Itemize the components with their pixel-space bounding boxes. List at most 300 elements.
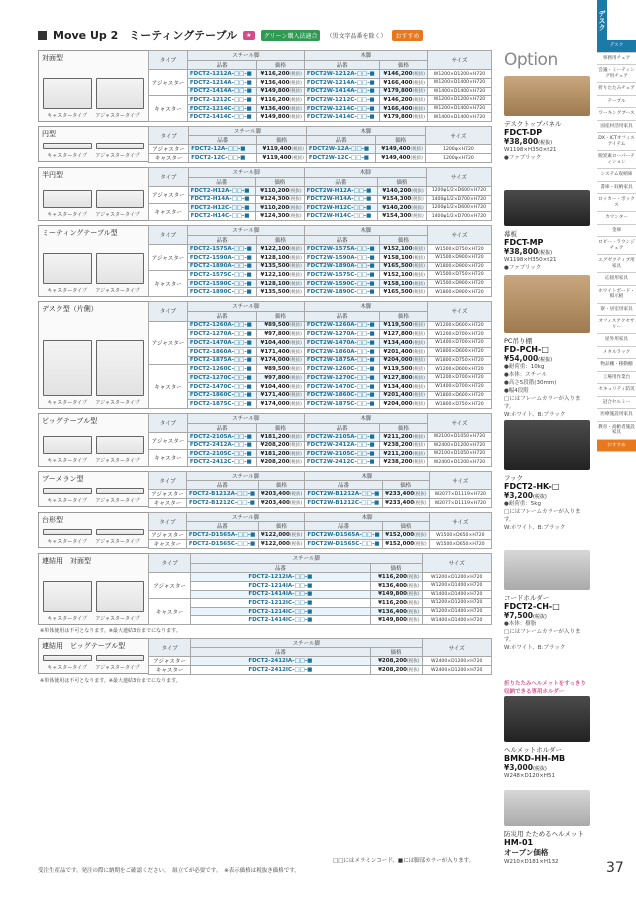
wood-code-cell: FDCT2W-2105C-□□-■: [304, 450, 379, 458]
page-title: Move Up 2 ミーティングテーブル: [53, 29, 238, 42]
tax-label: (税抜): [289, 492, 303, 497]
size-cell: W1800×D750×H720: [427, 356, 491, 365]
wood-code-cell: FDCT2W-2412A-□□-■: [304, 441, 379, 449]
side-category-tab[interactable]: 折りたたみチェア: [597, 83, 636, 96]
side-category-tab[interactable]: ワーキングブース: [597, 108, 636, 121]
page-number: 37: [606, 860, 624, 876]
wood-code-cell: FDCT2W-1270C-□□-■: [304, 374, 379, 383]
product-image-cell: [38, 167, 148, 221]
tax-label: (税抜): [412, 97, 425, 103]
tax-label: (税抜): [414, 533, 427, 538]
picture-caption: アジャスタータイプ: [95, 539, 140, 545]
side-category-tab[interactable]: 寮・居室用家具: [597, 304, 636, 317]
price-cell: ¥152,000(税抜): [383, 540, 430, 549]
link-footnote: ※単体使用は不可となります。※最大連結3台までになります。: [40, 678, 181, 684]
picture-captions: [43, 457, 144, 464]
size-cell: W1500×D750×H720: [427, 271, 491, 280]
size-header: サイズ: [427, 302, 491, 322]
side-category-tab[interactable]: 金庫: [597, 225, 636, 238]
caster-type-picture: [43, 655, 92, 661]
tax-label: (税抜): [289, 80, 302, 86]
tax-label: (税抜): [289, 290, 302, 296]
side-category-tab[interactable]: セキュリティ防災: [597, 384, 636, 397]
price-cell: ¥181,200(税抜): [257, 433, 305, 441]
price-cell: ¥204,000(税抜): [380, 356, 428, 365]
price-cell: ¥124,300(税抜): [255, 195, 304, 203]
code-header: 品番: [305, 522, 383, 531]
tax-label: (税抜): [289, 188, 302, 194]
side-category-tab[interactable]: 書庫・収納家具: [597, 182, 636, 195]
option-spec: W:ホワイト、B:ブラック: [504, 645, 566, 651]
wood-code-cell: FDCT2W-12A-□□-■: [306, 145, 375, 154]
option-name: コードホルダー: [504, 594, 550, 602]
steel-code-cell: FDCT2-1414C-□□-■: [187, 113, 256, 122]
size-cell: W1200×D1200×H720: [427, 96, 491, 105]
tax-label: (税抜): [291, 147, 304, 152]
table-row: [149, 531, 492, 540]
code-header: 品番: [187, 60, 256, 70]
tax-label: (税抜): [538, 250, 553, 256]
wood-header: 木脚: [305, 472, 429, 481]
size-cell: W1400×D700×H720: [427, 382, 491, 391]
side-category-tab[interactable]: ロッカー・ボックス: [597, 194, 636, 212]
size-cell: W1800×D600×H720: [427, 347, 491, 356]
tax-label: (税抜): [532, 766, 547, 772]
steel-code-cell: FDCT2-1890A-□□-■: [187, 262, 256, 271]
side-category-tab[interactable]: エグゼクティブ用家具: [597, 255, 636, 273]
side-category-tab[interactable]: 国産材活用家具: [597, 121, 636, 134]
side-top-tab[interactable]: デスク: [597, 0, 607, 40]
wood-code-cell: FDCT2W-1414A-□□-■: [304, 87, 379, 96]
side-category-tab[interactable]: テーブル: [597, 96, 636, 109]
tax-label: (税抜): [412, 434, 425, 440]
table-row: [149, 70, 492, 79]
tax-label: (税抜): [412, 451, 425, 457]
size-cell: W2100×D1050×H720: [427, 433, 491, 441]
price-cell: ¥233,400(税抜): [382, 490, 429, 499]
steel-code-cell: FDCT2-1270C-□□-■: [187, 374, 256, 383]
tax-label: (税抜): [412, 384, 425, 390]
price-cell: ¥174,000(税抜): [257, 356, 305, 365]
price-cell: ¥140,200(税抜): [377, 204, 426, 212]
steel-code-cell: FDCT2-D1565A-□□-■: [186, 531, 258, 540]
type-cell: アジャスター: [149, 490, 187, 499]
tax-label: (税抜): [289, 214, 302, 220]
price-header: 価格: [255, 177, 304, 187]
price-header: 価格: [370, 563, 422, 573]
type-cell: アジャスター: [149, 187, 189, 204]
option-item: [504, 680, 590, 780]
tax-label: (税抜): [406, 668, 420, 673]
side-category-tab[interactable]: 会議・ミーティング用チェア: [597, 65, 636, 83]
option-code: FDCT-DP: [504, 128, 543, 137]
wood-code-cell: FDCT2W-1860C-□□-■: [304, 391, 379, 400]
price-header: 価格: [376, 136, 425, 145]
price-cell: ¥122,100(税抜): [257, 245, 305, 254]
tax-label: (税抜): [412, 115, 425, 121]
side-category-tab[interactable]: 脱炭素ローパーティション: [597, 151, 636, 169]
steel-code-cell: FDCT2-1212C-□□-■: [187, 96, 256, 105]
option-price: ¥3,200(税抜): [504, 491, 547, 500]
size-cell: 1200φ×H720: [425, 154, 491, 163]
price-cell: ¥149,400(税抜): [376, 145, 425, 154]
size-cell: W1400×D700×H720: [427, 339, 491, 348]
side-category-tab[interactable]: DX・ICTオフィスアイテム: [597, 133, 636, 151]
caster-type-picture: [43, 488, 92, 494]
option-item: [504, 190, 590, 272]
price-cell: ¥135,500(税抜): [257, 262, 305, 271]
option-code: FD-PCH-□: [504, 345, 549, 354]
price-header: 価格: [380, 235, 428, 245]
price-cell: ¥97,800(税抜): [257, 330, 305, 339]
price-header: 価格: [377, 177, 426, 187]
type-cell: アジャスター: [149, 433, 188, 450]
picture-captions: [43, 615, 144, 622]
tax-label: (税抜): [411, 188, 424, 194]
type-header: タイプ: [149, 554, 191, 573]
product-image-cell: [38, 638, 148, 674]
table-row: [149, 356, 492, 365]
side-category-tab[interactable]: メタルラック: [597, 347, 636, 360]
picture-captions: [43, 497, 144, 504]
picture-captions: [43, 152, 144, 159]
helmet-caption: 折りたたみヘルメットをすっきり収納できる専用ホルダー: [504, 681, 586, 695]
table-row: [149, 339, 492, 348]
table-row: [149, 657, 492, 666]
type-header: タイプ: [149, 168, 189, 187]
tax-label: (税抜): [538, 140, 553, 146]
steel-code-cell: FDCT2-1214IA-□□-■: [191, 581, 370, 590]
price-cell: ¥152,100(税抜): [380, 245, 428, 254]
tax-label: (税抜): [289, 402, 302, 408]
price-header: 価格: [258, 481, 305, 490]
header-square-icon: [38, 31, 47, 40]
picture-caption: キャスタータイプ: [47, 113, 87, 119]
tax-label: (税抜): [412, 281, 425, 287]
side-category-tab[interactable]: 工場用作業台: [597, 372, 636, 385]
picture-caption: キャスタータイプ: [47, 212, 87, 218]
product-image-cell: [38, 512, 148, 548]
code-header: 品番: [305, 481, 383, 490]
steel-code-cell: FDCT2-H12A-□□-■: [188, 187, 255, 195]
size-cell: W2400×D1200×H720: [422, 657, 492, 666]
product-pictures: [43, 568, 144, 612]
price-cell: ¥110,200(税抜): [255, 204, 304, 212]
wood-code-cell: FDCT2W-1575A-□□-■: [304, 245, 379, 254]
tax-label: (税抜): [289, 97, 302, 103]
tax-label: (税抜): [289, 72, 302, 78]
steel-code-cell: FDCT2-1260A-□□-■: [187, 321, 256, 330]
type-header: タイプ: [149, 639, 191, 657]
price-cell: ¥165,500(税抜): [380, 288, 428, 297]
option-name: 防災用 たためるヘルメット: [504, 830, 584, 838]
option-spec: W248×D120×H51: [504, 773, 556, 779]
table-row: [149, 104, 492, 113]
caster-type-picture: [43, 581, 92, 612]
size-cell: 1400φ1/2×D700×H720: [426, 212, 491, 221]
type-header: タイプ: [149, 472, 187, 490]
side-category-tab[interactable]: 物品棚・移動棚: [597, 359, 636, 372]
option-spec: W:ホワイト、B:ブラック: [504, 525, 566, 531]
option-price: ¥38,800(税抜): [504, 137, 553, 146]
type-cell: キャスター: [149, 96, 188, 122]
wood-code-cell: FDCT2W-D1565A-□□-■: [305, 531, 383, 540]
table-row: [149, 490, 492, 499]
adjuster-type-picture: [96, 253, 145, 284]
tax-label: (税抜): [289, 264, 302, 270]
wood-code-cell: FDCT2W-H14C-□□-■: [304, 212, 377, 221]
tax-label: (税抜): [412, 375, 425, 381]
product-pictures: [43, 240, 144, 284]
size-cell: W1400×D1400×H720: [422, 590, 492, 599]
size-header: サイズ: [429, 472, 491, 490]
option-price: ¥38,800(税抜): [504, 247, 553, 256]
side-category-tab[interactable]: 教育・高齢者施設家具: [597, 422, 636, 440]
picture-caption: アジャスタータイプ: [95, 400, 140, 406]
type-cell: キャスター: [149, 450, 188, 467]
caster-type-picture: [43, 190, 92, 208]
type-cell: キャスター: [149, 204, 189, 221]
type-header: タイプ: [149, 414, 188, 433]
option-image: [504, 550, 590, 590]
type-cell: キャスター: [149, 154, 189, 163]
table-row: [149, 433, 492, 441]
size-cell: W1200×D700×H720: [427, 330, 491, 339]
side-category-tab[interactable]: オフィスアクセサリー: [597, 316, 636, 334]
caster-type-picture: [43, 253, 92, 284]
wood-code-cell: FDCT2W-1214A-□□-■: [304, 78, 379, 87]
product-pictures: [43, 141, 144, 149]
tax-label: (税抜): [412, 402, 425, 408]
table-row: [149, 347, 492, 356]
table-row: [149, 365, 492, 374]
block-label: 台形型: [42, 516, 63, 524]
steel-code-cell: FDCT2-1875A-□□-■: [187, 356, 256, 365]
option-image: [504, 190, 590, 226]
tax-label: (税抜): [289, 332, 302, 338]
option-spec: W1198×H350×t21: [504, 257, 557, 263]
picture-caption: キャスタータイプ: [47, 616, 87, 622]
side-category-tab[interactable]: 屋外用家具: [597, 334, 636, 347]
table-row: [149, 245, 492, 254]
option-item: [504, 550, 590, 652]
price-cell: ¥116,200(税抜): [370, 573, 422, 582]
product-image-cell: [38, 225, 148, 297]
side-category-tab[interactable]: 事務用チェア: [597, 53, 636, 66]
table-row: [149, 581, 492, 590]
tax-label: (税抜): [289, 281, 302, 287]
product-pictures: [43, 65, 144, 109]
table-row: [149, 616, 492, 625]
product-image-cell: [38, 126, 148, 162]
steel-code-cell: FDCT2-1875C-□□-■: [187, 400, 256, 409]
option-spec: W210×D181×H132: [504, 859, 559, 865]
price-cell: ¥134,400(税抜): [380, 382, 428, 391]
wood-code-cell: FDCT2W-1212C-□□-■: [304, 96, 379, 105]
tax-label: (税抜): [289, 197, 302, 203]
block-label: 連結用 対面型: [42, 557, 91, 565]
price-cell: ¥116,200(税抜): [370, 599, 422, 608]
code-header: 品番: [304, 60, 379, 70]
price-cell: ¥203,400(税抜): [258, 499, 305, 508]
type-header: タイプ: [149, 51, 188, 70]
steel-code-cell: FDCT2-1414IC-□□-■: [191, 616, 370, 625]
tax-label: (税抜): [412, 272, 425, 278]
size-cell: W1200×D600×H720: [427, 365, 491, 374]
price-cell: ¥211,200(税抜): [380, 433, 428, 441]
block-label: ブーメラン型: [42, 475, 84, 483]
tax-label: (税抜): [406, 609, 420, 615]
tax-label: (税抜): [289, 255, 302, 261]
product-image-cell: [38, 553, 148, 625]
steel-code-cell: FDCT2-1414IA-□□-■: [191, 590, 370, 599]
tax-label: (税抜): [289, 460, 302, 466]
type-cell: アジャスター: [149, 531, 187, 540]
tax-label: (税抜): [289, 89, 302, 95]
tax-label: (税抜): [289, 358, 302, 364]
option-code: BMKD-HH-MB: [504, 754, 566, 763]
price-cell: ¥179,800(税抜): [380, 87, 428, 96]
side-category-tab[interactable]: カウンター: [597, 212, 636, 225]
block-label: 対面型: [42, 54, 63, 62]
picture-caption: アジャスタータイプ: [95, 616, 140, 622]
size-cell: W1200×D1400×H720: [422, 581, 492, 590]
picture-caption: アジャスタータイプ: [95, 153, 140, 159]
tax-label: (税抜): [412, 247, 425, 253]
tax-label: (税抜): [411, 197, 424, 203]
price-table: [148, 126, 492, 163]
tax-label: (税抜): [410, 147, 423, 152]
price-table: [148, 301, 492, 409]
tax-label: (税抜): [412, 323, 425, 329]
price-cell: ¥201,400(税抜): [380, 391, 428, 400]
table-row: [149, 271, 492, 280]
option-image: [504, 275, 590, 333]
wood-code-cell: FDCT2W-1590C-□□-■: [304, 279, 379, 288]
option-image: [504, 420, 590, 470]
tax-label: (税抜): [532, 494, 547, 500]
price-cell: ¥127,800(税抜): [380, 374, 428, 383]
product-image-cell: [38, 413, 148, 467]
side-category-tab[interactable]: 医療施設用家具: [597, 409, 636, 422]
table-row: [149, 288, 492, 297]
link-price-table: [148, 638, 492, 675]
side-category-tab[interactable]: 冠合セルミー: [597, 397, 636, 410]
size-header: サイズ: [427, 414, 491, 433]
tax-label: (税抜): [411, 205, 424, 211]
price-cell: ¥128,100(税抜): [257, 279, 305, 288]
price-cell: ¥208,200(税抜): [370, 666, 422, 675]
link-product-block: [38, 638, 492, 675]
option-price: ¥7,500(税抜): [504, 611, 547, 620]
picture-caption: アジャスタータイプ: [95, 288, 140, 294]
steel-header: スチール脚: [189, 127, 307, 136]
size-cell: W1200×D1200×H720: [427, 70, 491, 79]
side-category-tab[interactable]: システム収納庫: [597, 169, 636, 182]
product-image-cell: [38, 50, 148, 122]
wood-header: 木脚: [304, 302, 427, 312]
size-cell: W1500×D650×H720: [429, 540, 491, 549]
price-cell: ¥149,800(税抜): [257, 113, 305, 122]
option-name: 幕板: [504, 230, 517, 238]
wood-header: 木脚: [305, 513, 429, 522]
table-row: [149, 607, 492, 616]
option-spec: □にはフレームカラーが入ります。: [504, 509, 581, 523]
side-category-tab[interactable]: おすすめ: [597, 440, 636, 453]
wood-code-cell: FDCT2W-1260A-□□-■: [304, 321, 379, 330]
code-header: 品番: [186, 522, 258, 531]
type-header: タイプ: [149, 513, 187, 531]
tax-label: (税抜): [412, 349, 425, 355]
code-header: 品番: [306, 136, 375, 145]
wood-code-cell: FDCT2W-1875C-□□-■: [304, 400, 379, 409]
wood-code-cell: FDCT2W-12C-□□-■: [306, 154, 375, 163]
size-cell: W1800×D600×H720: [427, 391, 491, 400]
product-pictures: [43, 182, 144, 208]
table-row: [149, 321, 492, 330]
type-header: タイプ: [149, 226, 188, 245]
side-category-tab[interactable]: 応接用家具: [597, 273, 636, 286]
size-cell: 1200φ1/2×D600×H720: [426, 204, 491, 212]
wood-header: 木脚: [304, 168, 426, 178]
size-header: サイズ: [429, 513, 491, 531]
price-cell: ¥152,100(税抜): [380, 271, 428, 280]
side-category-tab[interactable]: デスク: [597, 40, 636, 53]
price-cell: ¥165,500(税抜): [380, 262, 428, 271]
tax-label: (税抜): [414, 492, 427, 497]
table-row: [149, 195, 492, 203]
picture-caption: キャスタータイプ: [47, 400, 87, 406]
price-cell: ¥135,500(税抜): [257, 288, 305, 297]
size-cell: W1200×D1400×H720: [427, 104, 491, 113]
price-cell: ¥174,000(税抜): [257, 400, 305, 409]
table-row: [149, 666, 492, 675]
option-code: FDCT-MP: [504, 238, 544, 247]
table-row: [149, 330, 492, 339]
caster-type-picture: [43, 529, 92, 535]
adjuster-type-picture: [96, 488, 145, 494]
code-header: 品番: [187, 423, 256, 433]
wood-code-cell: FDCT2W-H12C-□□-■: [304, 204, 377, 212]
price-header: 価格: [257, 423, 305, 433]
wood-code-cell: FDCT2W-B1212C-□□-■: [305, 499, 383, 508]
osusume-tag: おすすめ: [392, 30, 422, 41]
caster-type-picture: [43, 78, 92, 109]
product-catalog: [38, 50, 492, 688]
steel-header: スチール脚: [187, 226, 304, 236]
side-category-tab[interactable]: ホワイトボード・掲示板: [597, 286, 636, 304]
steel-code-cell: FDCT2-H12C-□□-■: [188, 204, 255, 212]
steel-code-cell: FDCT2-1470C-□□-■: [187, 382, 256, 391]
price-header: 価格: [257, 235, 305, 245]
code-header: 品番: [191, 648, 370, 657]
price-cell: ¥116,200(税抜): [257, 70, 305, 79]
tax-label: (税抜): [289, 323, 302, 329]
table-row: [149, 573, 492, 582]
price-cell: ¥97,800(税抜): [257, 374, 305, 383]
price-cell: ¥211,200(税抜): [380, 450, 428, 458]
product-block: [38, 301, 492, 409]
type-cell: アジャスター: [149, 145, 189, 154]
steel-code-cell: FDCT2-2105A-□□-■: [187, 433, 256, 441]
option-item: [504, 790, 590, 866]
price-cell: ¥208,200(税抜): [257, 441, 305, 449]
price-header: 価格: [382, 481, 429, 490]
size-cell: W1200×D1200×H720: [422, 573, 492, 582]
tax-label: (税抜): [538, 357, 553, 363]
size-cell: W1200×D700×H720: [427, 374, 491, 383]
side-category-tab[interactable]: ロビー・ラウンジチェア: [597, 237, 636, 255]
